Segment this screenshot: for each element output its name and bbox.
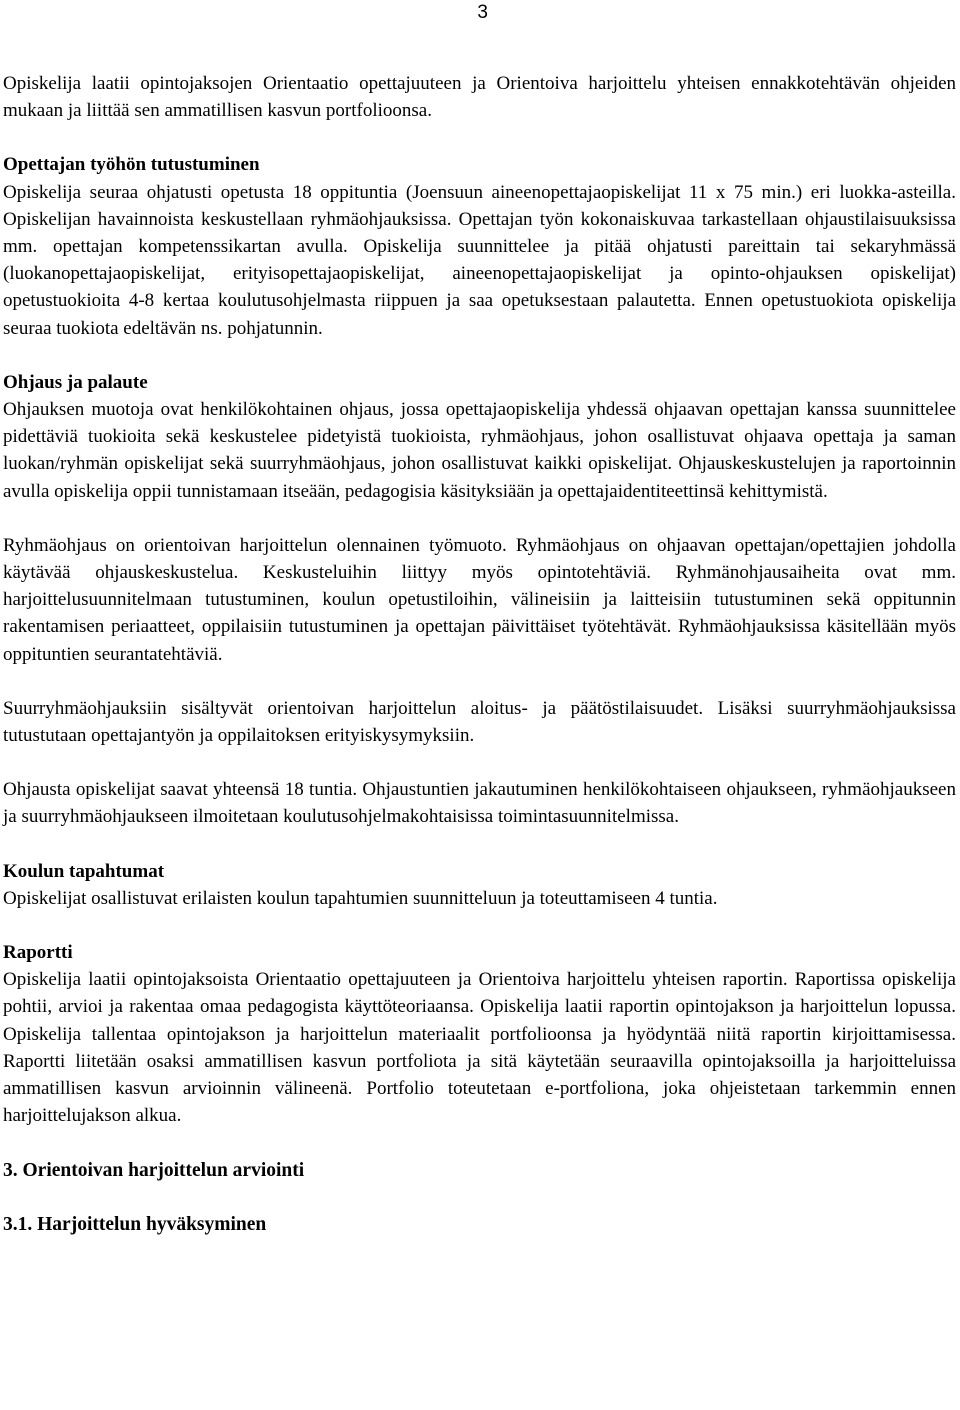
spacer bbox=[3, 124, 956, 151]
page-number: 3 bbox=[477, 2, 488, 23]
spacer bbox=[3, 749, 956, 776]
paragraph-ohjaus-4: Ohjausta opiskelijat saavat yhteensä 18 tuntia. Ohjaustuntien jakautuminen henkilökohtaiseen ohjaukseen, ryhmäohjaukseen ja suurryhmäohjaukseen ilmoitetaan koulutusohjelmakohtaisissa toimintasuunnitelmissa. bbox=[3, 779, 956, 828]
spacer bbox=[3, 912, 956, 939]
paragraph-ohjaus-3: Suurryhmäohjauksiin sisältyvät orientoivan harjoittelun aloitus- ja päätöstilaisuudet. Lisäksi suurryhmäohjauksissa tutustutaan opettajantyön ja oppilaitoksen erityiskysymyksiin. bbox=[3, 697, 956, 747]
spacer bbox=[3, 668, 956, 695]
heading-hyvaksyminen: 3.1. Harjoittelun hyväksyminen bbox=[3, 1213, 267, 1235]
heading-raportti: Raportti bbox=[3, 942, 73, 964]
paragraph-ohjaus-1: Ohjauksen muotoja ovat henkilökohtainen ohjaus, jossa opettajaopiskelija yhdessä ohjaavan opettajan kanssa suunnittelee pidettäviä tuokioita sekä keskustelee pidetyistä tuokioista, ryhmäohjaus, johon osallistuvat ohjaava opettaja ja saman luokan/ryhmän opiskelijat sekä suurryhmäohjaus, johon osallistuvat kaikki opiskelijat. Ohjauskeskustelujen ja raportoinnin avulla opiskelija oppii tunnistamaan itseään, pedagogisia käsityksiään ja opettajaidentiteettinsä kehittymistä. bbox=[3, 399, 956, 502]
spacer bbox=[3, 1130, 956, 1157]
paragraph-tapahtumat: Opiskelijat osallistuvat erilaisten koulun tapahtumien suunnitteluun ja toteuttamiseen 4 tuntia. bbox=[3, 887, 718, 909]
heading-arviointi: 3. Orientoivan harjoittelun arviointi bbox=[3, 1159, 305, 1181]
paragraph-ohjaus-2: Ryhmäohjaus on orientoivan harjoittelun olennainen työmuoto. Ryhmäohjaus on ohjaavan opettajan/opettajien johdolla käytävää ohjauskeskustelua. Keskusteluihin liittyy myös opintotehtäviä. Ryhmänohjausaiheita ovat mm. harjoittelusuunnitelmaan tutustuminen, koulun opetustiloihin, välineisiin ja laitteisiin tutustuminen sekä oppitunnin rakentamisen periaatteet, oppilaisiin tutustuminen ja opettajan päivittäiset työtehtävät. Ryhmäohjauksissa käsitellään myös oppituntien seurantatehtäviä. bbox=[3, 534, 956, 665]
heading-tapahtumat: Koulun tapahtumat bbox=[3, 860, 165, 882]
heading-ohjaus: Ohjaus ja palaute bbox=[3, 371, 148, 393]
spacer bbox=[3, 831, 956, 858]
spacer bbox=[3, 1184, 956, 1211]
document-body bbox=[3, 70, 956, 1238]
paragraph-tutustuminen: Opiskelija seuraa ohjatusti opetusta 18 oppituntia (Joensuun aineenopettajaopiskelijat 11 x 75 min.) eri luokka-asteilla. Opiskelijan havainnoista keskustellaan ryhmäohjauksissa. Opettajan työn kokonaiskuvaa tarkastellaan ohjaustilaisuuksissa mm. opettajan kompetenssikartan avulla. Opiskelija suunnittelee ja pitää ohjatusti pareittain tai sekaryhmässä (luokanopettajaopiskelijat, erityisopettajaopiskelijat, aineenopettajaopiskelijat ja opinto-ohjauksen opiskelijat) opetustuokioita 4-8 kertaa koulutusohjelmasta riippuen ja saa opetuksestaan palautetta. Ennen opetustuokiota opiskelija seuraa tuokiota edeltävän ns. pohjatunnin. bbox=[3, 181, 956, 339]
intro-paragraph: Opiskelija laatii opintojaksojen Orientaatio opettajuuteen ja Orientoiva harjoittelu yhteisen ennakkotehtävän ohjeiden mukaan ja liittää sen ammatillisen kasvun portfolioonsa. bbox=[3, 73, 956, 122]
heading-tutustuminen: Opettajan työhön tutustuminen bbox=[3, 154, 260, 176]
spacer bbox=[3, 342, 956, 369]
paragraph-raportti: Opiskelija laatii opintojaksoista Orientaatio opettajuuteen ja Orientoiva harjoittelu yhteisen raportin. Raportissa opiskelija pohtii, arvioi ja rakentaa omaa pedagogista käyttöteoriaansa. Opiskelija laatii raportin opintojakson ja harjoittelun lopussa. Opiskelija tallentaa opintojakson ja harjoittelun materiaalit portfolioonsa ja hyödyntää niitä raportin kirjoittamisessa. Raportti liitetään osaksi ammatillisen kasvun portfoliota ja sitä käytetään seuraavilla opintojaksoilla ja harjoitteluissa ammatillisen kasvun arvioinnin välineenä. Portfolio toteutetaan e-portfoliona, joka ohjeistetaan tarkemmin ennen harjoittelujakson alkua. bbox=[3, 969, 956, 1127]
spacer bbox=[3, 505, 956, 532]
